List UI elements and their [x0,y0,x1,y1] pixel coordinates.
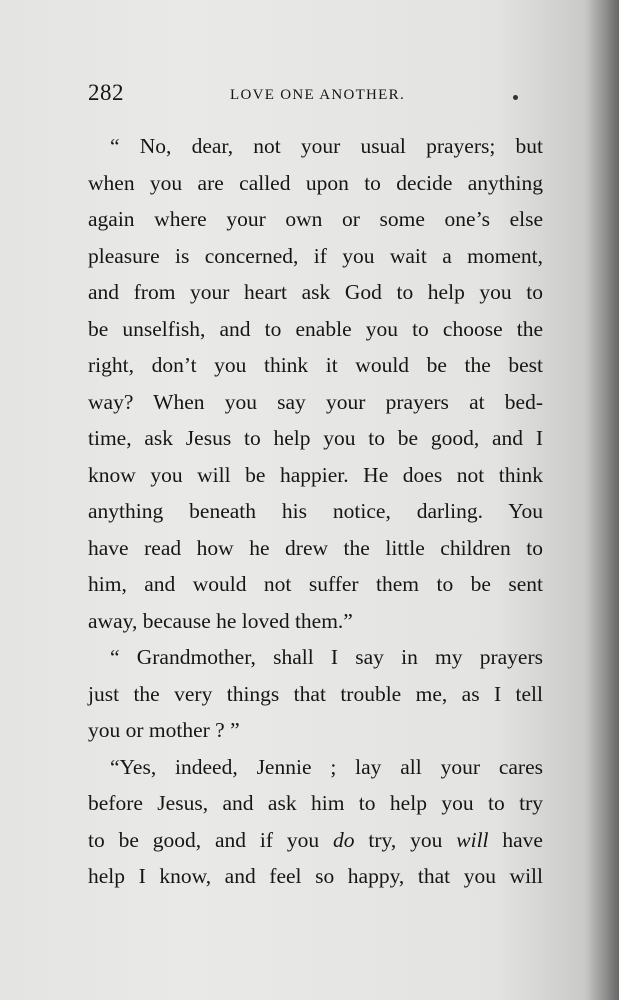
page-number: 282 [88,80,124,105]
text-run: to be good, and if you [88,827,334,852]
text-line: anything beneath his notice, darling. You [88,499,543,523]
text-line: away, because he loved them.” [88,608,353,633]
text-run: have [488,827,543,852]
text-line: again where your own or some one’s else [88,207,543,231]
text-line: him, and would not suffer them to be sent [88,572,543,596]
text-line: just the very things that trouble me, as I tell [88,681,543,706]
ink-speck-icon [513,95,518,100]
text-line: pleasure is concerned, if you wait a moment, [88,243,543,268]
text-line: right, don’t you think it would be the best [88,353,543,377]
running-title: LOVE ONE ANOTHER. [230,87,406,103]
text-line: “ No, dear, not your usual prayers; but [110,134,543,158]
text-line: know you will be happier. He does not think [88,462,543,487]
text-line: “ Grandmother, shall I say in my prayers [110,645,543,669]
text-line: before Jesus, and ask him to help you to try [88,791,543,815]
text-run: try, you [354,827,457,852]
text-line: time, ask Jesus to help you to be good, and I [88,426,543,450]
text-line: be unselfish, and to enable you to choose the [88,316,543,341]
page-header [88,80,538,110]
emphasis-do: do [333,827,355,852]
body-text [88,128,543,895]
text-line: you or mother ? ” [88,718,240,742]
text-line [88,822,543,859]
text-line: have read how he drew the little children to [88,535,543,560]
text-line: way? When you say your prayers at bed- [88,389,543,414]
emphasis-will: will [456,827,489,852]
page-edge-shadow [584,0,619,1000]
text-line: “Yes, indeed, Jennie ; lay all your cares [110,754,543,779]
text-line: when you are called upon to decide anything [88,170,543,195]
text-line: help I know, and feel so happy, that you will [88,864,543,888]
text-line: and from your heart ask God to help you to [88,280,543,304]
